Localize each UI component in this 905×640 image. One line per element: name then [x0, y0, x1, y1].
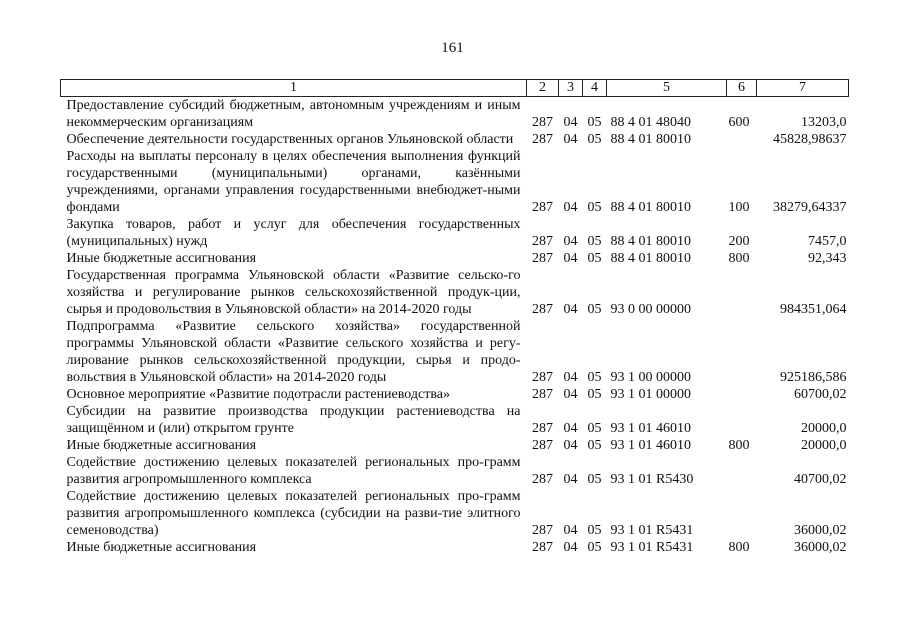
section-code: 04 — [563, 523, 578, 538]
subsection-code: 05 — [587, 421, 602, 436]
section-code: 04 — [563, 370, 578, 385]
subsection-code: 05 — [587, 370, 602, 385]
column-header-pr: 4 — [583, 80, 607, 97]
table-row — [61, 250, 849, 267]
target-article-code: 88 4 01 80010 — [610, 234, 691, 249]
expense-name: Иные бюджетные ассигнования — [66, 540, 257, 555]
section-code: 04 — [563, 200, 578, 215]
section-code: 04 — [563, 234, 578, 249]
amount: 7457,0 — [808, 234, 847, 249]
section-code: 04 — [563, 251, 578, 266]
section-code: 04 — [563, 540, 578, 555]
expense-type-code — [727, 488, 757, 539]
section-code: 04 — [563, 387, 578, 402]
target-article-code: 93 1 01 46010 — [610, 421, 691, 436]
expense-name: Содействие достижению целевых показателей региональных про-грамм развития агропромышленного комплекса (субсидии на разви-тие элитного семеноводства) — [66, 489, 521, 538]
table-row — [61, 267, 849, 318]
column-header-name: 1 — [61, 80, 527, 97]
table-row — [61, 454, 849, 488]
expense-name: Иные бюджетные ассигнования — [66, 251, 257, 266]
admin-code: 287 — [532, 251, 553, 266]
target-article-code: 88 4 01 80010 — [610, 251, 691, 266]
target-article-code: 88 4 01 80010 — [610, 132, 691, 147]
admin-code: 287 — [532, 472, 553, 487]
admin-code: 287 — [532, 132, 553, 147]
admin-code: 287 — [532, 421, 553, 436]
subsection-code: 05 — [587, 200, 602, 215]
subsection-code: 05 — [587, 251, 602, 266]
expense-type-code: 600 — [728, 115, 750, 130]
table-row — [61, 539, 849, 556]
table-row — [61, 318, 849, 386]
column-header-vr: 6 — [727, 80, 757, 97]
expense-name: Обеспечение деятельности государственных органов Ульяновской области — [66, 132, 514, 147]
subsection-code: 05 — [587, 115, 602, 130]
amount: 984351,064 — [780, 302, 847, 317]
subsection-code: 05 — [587, 540, 602, 555]
expense-type-code — [727, 454, 757, 488]
header-row — [61, 80, 849, 97]
amount: 36000,02 — [794, 523, 847, 538]
expense-type-code — [727, 386, 757, 403]
amount: 45828,98637 — [773, 132, 847, 147]
expense-name: Закупка товаров, работ и услуг для обеспечения государственных (муниципальных) нужд — [66, 217, 521, 249]
subsection-code: 05 — [587, 438, 602, 453]
expense-type-code: 100 — [728, 200, 750, 215]
amount: 36000,02 — [794, 540, 847, 555]
expense-name: Подпрограмма «Развитие сельского хозяйства» государственной программы Ульяновской области «Развитие сельского хозяйства и регу-лирование рынков сельскохозяйственной продукции, сырья и продо-вольствия в Ульяновской области» на 2014-2020 годы — [66, 319, 521, 385]
budget-table — [60, 79, 849, 556]
expense-name: Субсидии на развитие производства продукции растениеводства на защищённом и (или) открытом грунте — [66, 404, 521, 436]
table-row — [61, 437, 849, 454]
table-row — [61, 148, 849, 216]
section-code: 04 — [563, 438, 578, 453]
column-header-gr: 2 — [527, 80, 559, 97]
subsection-code: 05 — [587, 472, 602, 487]
subsection-code: 05 — [587, 523, 602, 538]
expense-type-code: 800 — [728, 438, 750, 453]
column-header-rz: 3 — [559, 80, 583, 97]
expense-type-code — [727, 131, 757, 148]
amount: 60700,02 — [794, 387, 847, 402]
target-article-code: 93 1 01 00000 — [610, 387, 691, 402]
column-header-csr: 5 — [607, 80, 727, 97]
section-code: 04 — [563, 132, 578, 147]
target-article-code: 93 1 00 00000 — [610, 370, 691, 385]
subsection-code: 05 — [587, 387, 602, 402]
subsection-code: 05 — [587, 234, 602, 249]
admin-code: 287 — [532, 387, 553, 402]
table-row — [61, 97, 849, 132]
section-code: 04 — [563, 302, 578, 317]
expense-type-code — [727, 403, 757, 437]
expense-type-code — [727, 318, 757, 386]
expense-type-code: 800 — [728, 540, 750, 555]
target-article-code: 88 4 01 48040 — [610, 115, 691, 130]
target-article-code: 88 4 01 80010 — [610, 200, 691, 215]
admin-code: 287 — [532, 234, 553, 249]
expense-type-code — [727, 267, 757, 318]
section-code: 04 — [563, 421, 578, 436]
admin-code: 287 — [532, 523, 553, 538]
target-article-code: 93 0 00 00000 — [610, 302, 691, 317]
section-code: 04 — [563, 472, 578, 487]
target-article-code: 93 1 01 R5430 — [610, 472, 694, 487]
expense-type-code: 800 — [728, 251, 750, 266]
amount: 20000,0 — [801, 438, 847, 453]
amount: 925186,586 — [780, 370, 847, 385]
subsection-code: 05 — [587, 302, 602, 317]
table-row — [61, 403, 849, 437]
admin-code: 287 — [532, 115, 553, 130]
admin-code: 287 — [532, 302, 553, 317]
subsection-code: 05 — [587, 132, 602, 147]
target-article-code: 93 1 01 R5431 — [610, 540, 694, 555]
page-number: 161 — [441, 40, 464, 56]
amount: 40700,02 — [794, 472, 847, 487]
expense-name: Предоставление субсидий бюджетным, автономным учреждениям и иным некоммерческим организациям — [66, 98, 521, 130]
expense-name: Основное мероприятие «Развитие подотрасли растениеводства» — [66, 387, 450, 402]
table-row — [61, 488, 849, 539]
table-row — [61, 131, 849, 148]
admin-code: 287 — [532, 540, 553, 555]
target-article-code: 93 1 01 46010 — [610, 438, 691, 453]
expense-name: Расходы на выплаты персоналу в целях обеспечения выполнения функций государственными (муниципальными) органами, казёнными учреждениями, органами управления государственными внебюджет-ными фондами — [66, 149, 521, 215]
target-article-code: 93 1 01 R5431 — [610, 523, 694, 538]
section-code: 04 — [563, 115, 578, 130]
admin-code: 287 — [532, 370, 553, 385]
column-header-sum: 7 — [757, 80, 849, 97]
expense-type-code: 200 — [728, 234, 750, 249]
expense-name: Содействие достижению целевых показателей региональных про-грамм развития агропромышленного комплекса — [66, 455, 521, 487]
admin-code: 287 — [532, 438, 553, 453]
amount: 38279,64337 — [773, 200, 847, 215]
amount: 92,343 — [808, 251, 847, 266]
expense-name: Иные бюджетные ассигнования — [66, 438, 257, 453]
amount: 13203,0 — [801, 115, 847, 130]
admin-code: 287 — [532, 200, 553, 215]
expense-name: Государственная программа Ульяновской области «Развитие сельско-го хозяйства и регулирование рынков сельскохозяйственной продук-ции, сырья и продовольствия в Ульяновской области» на 2014-2020 годы — [66, 268, 521, 317]
amount: 20000,0 — [801, 421, 847, 436]
table-row — [61, 216, 849, 250]
table-row — [61, 386, 849, 403]
